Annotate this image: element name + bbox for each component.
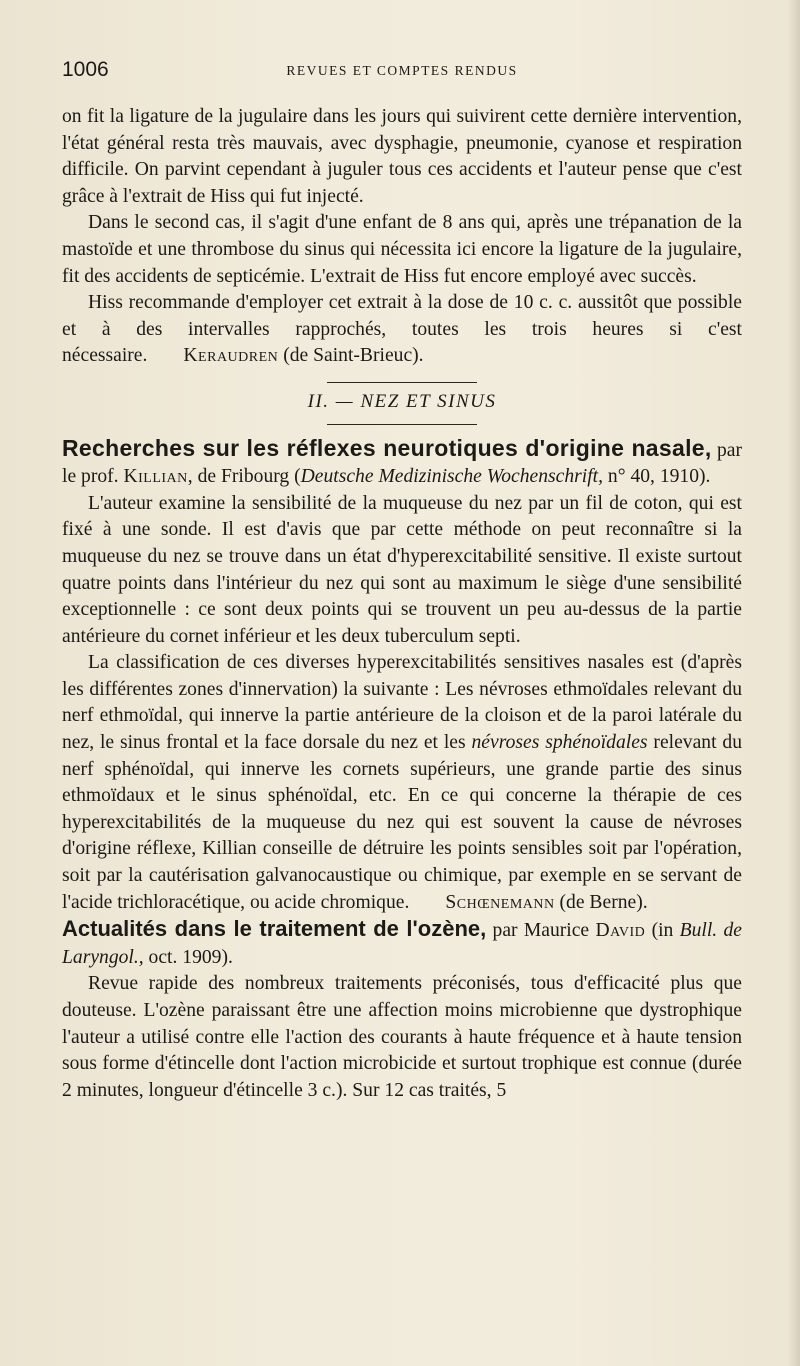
reviewer-place: (de Saint-Brieuc). xyxy=(283,345,424,367)
article-journal: Deutsche Medizinische Wochenschrift, xyxy=(300,466,604,488)
article-title: Actualités dans le traitement de l'ozène, xyxy=(62,916,487,942)
section-rule-bottom xyxy=(327,424,477,425)
article-title: Recherches sur les réflexes neurotiques d'origine nasale, xyxy=(62,434,712,461)
article-journal: Bull. de Laryngol., xyxy=(62,920,742,968)
paragraph xyxy=(62,290,742,370)
article-heading xyxy=(62,435,742,491)
article-reference: oct. 1909). xyxy=(143,946,233,968)
paragraph: on fit la ligature de la jugulaire dans les jours qui suivirent cette dernière intervention, l'état général resta très mauvais, avec dysphagie, pneumonie, cyanose et respiration difficile. On parvint cependant à juguler tous ces accidents et l'auteur pense que c'est grâce à l'extrait de Hiss qui fut injecté. xyxy=(62,106,742,207)
article-reference: n° 40, 1910). xyxy=(603,466,711,488)
paragraph-text: La classification de ces diverses hyperexcitabilités sensitives nasales est (d'après les différentes zones d'innervation) la suivante : Les névroses ethmoïdales relevant du nerf ethmoïdal, qui innerve la partie antérieure de la cloison et de la paroi latérale du nez, le sinus frontal et la face dorsale du nez et les xyxy=(62,652,742,754)
paragraph: Dans le second cas, il s'agit d'une enfant de 8 ans qui, après une trépanation de la mastoïde et une thrombose du sinus qui nécessita ici encore la ligature de la jugulaire, fit des accidents de septicémie. L'extrait de Hiss fut encore employé avec succès. xyxy=(62,212,742,287)
article-author: Killian xyxy=(123,466,188,488)
paragraph: L'auteur examine la sensibilité de la muqueuse du nez par un fil de coton, qui est fixé à une sonde. Il est d'avis que par cette méthode on peut reconnaître si la muqueuse du nez se trouve dans un état d'hyperexcitabilité sensitive. Il existe surtout quatre points dans l'intérieur du nez qui sont au maximum le siège d'une sensibilité exceptionnelle : ce sont deux points qui se trouvent un peu au-dessus de la partie antérieure du cornet inférieur et les deux tuberculum septi. xyxy=(62,492,742,647)
reviewer-name: Keraudren xyxy=(183,345,279,367)
page-body xyxy=(62,104,742,1104)
emphasis-text: névroses sphénoïdales xyxy=(471,732,648,754)
article-origin: (in xyxy=(645,920,680,942)
article-heading xyxy=(62,916,742,971)
reviewer-place: (de Berne). xyxy=(559,891,648,913)
reviewer-signature xyxy=(409,892,647,913)
article-origin: , de Fribourg ( xyxy=(187,466,301,488)
article-byline: par le prof. xyxy=(62,439,742,488)
section-title: II. — NEZ ET SINUS xyxy=(307,390,497,412)
paragraph xyxy=(62,650,742,916)
section-heading xyxy=(62,382,742,425)
reviewer-name: Schœnemann xyxy=(445,891,555,913)
article-author: David xyxy=(595,920,646,942)
article-byline: par Maurice xyxy=(486,920,596,942)
page-header xyxy=(62,58,742,88)
paragraph: Revue rapide des nombreux traitements préconisés, tous d'efficacité plus que douteuse. L'ozène paraissant être une affection moins microbienne que dystrophique l'auteur a utilisé contre elle l'action des courants à haute fréquence et à haute tension sous forme d'étincelle dont l'action microbicide et surtout trophique est connue (durée 2 minutes, longueur d'étincelle 3 c.). Sur 12 cas traités, 5 xyxy=(62,973,742,1101)
section-rule-top xyxy=(327,382,477,383)
reviewer-signature xyxy=(147,345,423,366)
paragraph-text: Hiss recommande d'employer cet extrait à la dose de 10 c. c. aussitôt que possible et à des intervalles rapprochés, toutes les trois heures si c'est nécessaire. xyxy=(62,292,742,367)
page-number: 1006 xyxy=(62,58,109,81)
paragraph-text: relevant du nerf sphénoïdal, qui innerve les cornets supérieurs, une grande partie des sinus ethmoïdaux et le sinus sphénoïdal, etc. En ce qui concerne la thérapie de ces hyperexcitabilités de la muqueuse du nez qui est souvent la cause de névroses d'origine réflexe, Killian conseille de détruire les points sensibles soit par l'opération, soit par la cautérisation galvanocaustique ou chimique, par exemple en se servant de l'acide trichloracétique, ou acide chromique. xyxy=(62,732,742,913)
running-head: REVUES ET COMPTES RENDUS xyxy=(286,63,518,78)
